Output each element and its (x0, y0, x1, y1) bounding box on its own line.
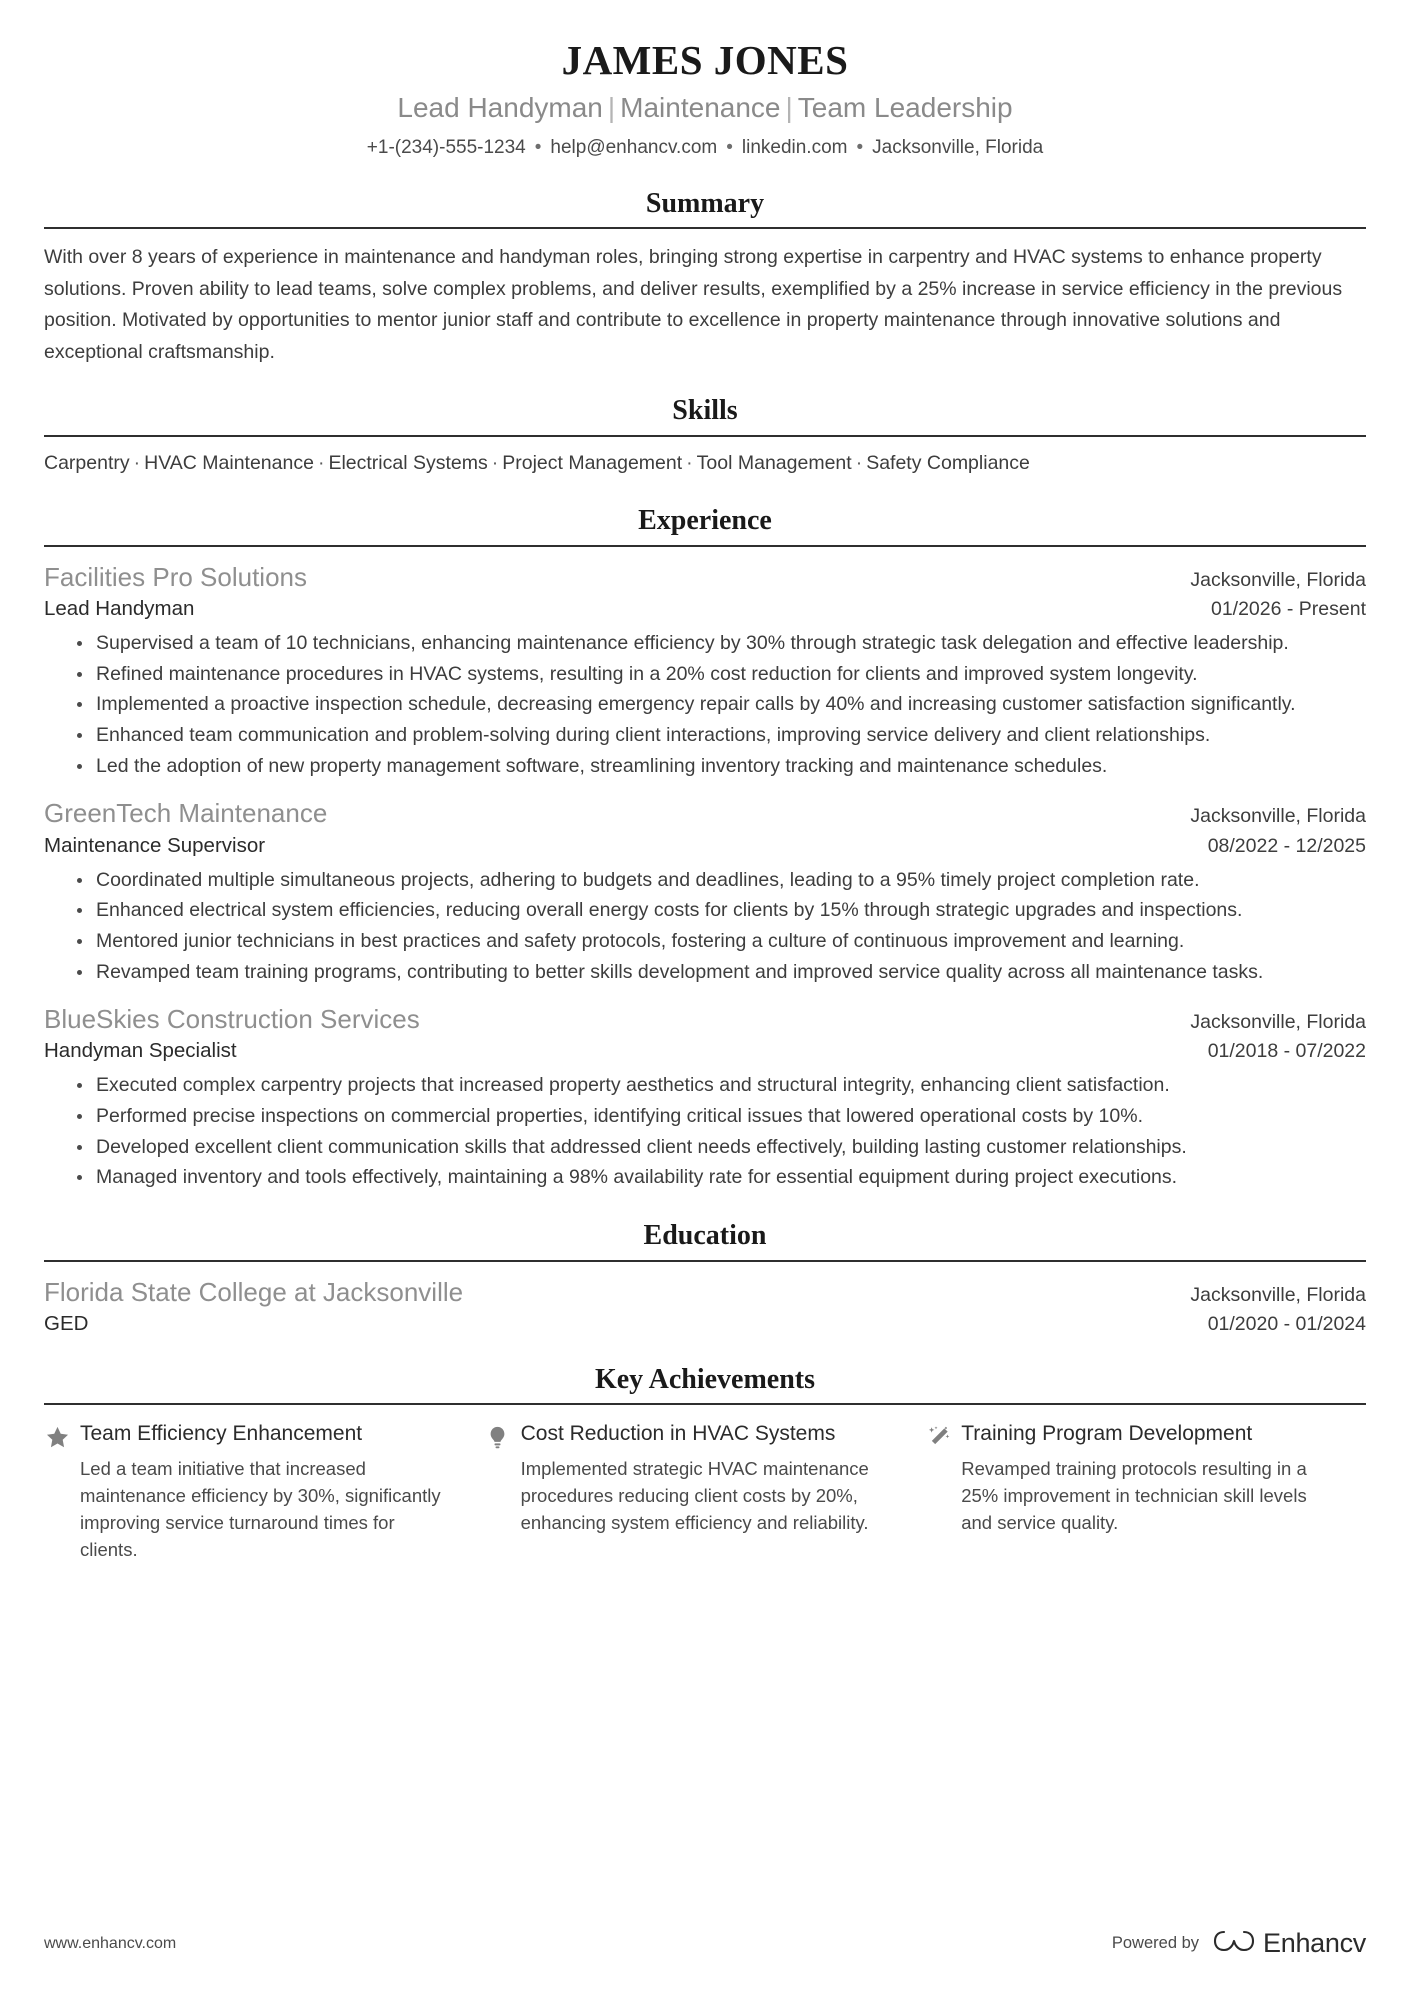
education-degree-row (44, 1310, 1366, 1337)
contact-item[interactable]: linkedin.com (741, 136, 848, 158)
section-education (44, 1219, 1366, 1337)
bullet-item: Coordinated multiple simultaneous projects, adhering to budgets and deadlines, leading to a 95% timely project completion rate. (75, 866, 1366, 896)
experience-entry (44, 561, 1366, 781)
experience-role-row (44, 595, 1366, 622)
bullet-item: Enhanced electrical system efficiencies, reducing overall energy costs for clients by 15% through strategic upgrades and inspections. (75, 896, 1366, 926)
experience-organization: Facilities Pro Solutions (44, 561, 307, 592)
experience-role: Maintenance Supervisor (44, 833, 266, 857)
headline-part: Maintenance (620, 92, 781, 124)
education-entry (44, 1276, 1366, 1337)
section-rule (44, 227, 1366, 229)
experience-role: Handyman Specialist (44, 1039, 237, 1063)
education-location: Jacksonville, Florida (1190, 1283, 1366, 1306)
skill-separator: · (317, 452, 325, 475)
experience-role: Lead Handyman (44, 597, 195, 621)
experience-org-row (44, 797, 1366, 830)
education-degree: GED (44, 1311, 89, 1335)
skill-item: Tool Management (696, 452, 852, 475)
section-title-skills: Skills (672, 395, 738, 427)
section-rule (44, 435, 1366, 437)
section-achievements (44, 1363, 1366, 1564)
skill-separator: · (133, 452, 141, 475)
achievement-header (44, 1421, 449, 1450)
footer-branding (1112, 1928, 1366, 1959)
powered-by-label: Powered by (1111, 1934, 1200, 1952)
contact-separator: • (534, 136, 542, 158)
section-rule (44, 1403, 1366, 1405)
section-experience (44, 504, 1366, 1193)
section-title-achievements: Key Achievements (594, 1363, 816, 1395)
education-institution: Florida State College at Jacksonville (44, 1276, 464, 1307)
experience-org-row (44, 561, 1366, 594)
achievement-cards (44, 1421, 1366, 1563)
experience-bullets (44, 866, 1366, 988)
lightbulb-icon (485, 1424, 511, 1450)
section-rule (44, 545, 1366, 547)
achievement-card (925, 1421, 1366, 1563)
bullet-item: Enhanced team communication and problem-solving during client interactions, improving service delivery and client relationships. (75, 721, 1366, 751)
achievement-description: Led a team initiative that increased maintenance efficiency by 30%, significantly improving service turnaround times for clients. (80, 1458, 441, 1560)
skill-item: HVAC Maintenance (144, 452, 314, 475)
education-dates: 01/2020 - 01/2024 (1207, 1312, 1366, 1335)
experience-entry (44, 797, 1366, 987)
skill-item: Carpentry (44, 452, 130, 475)
achievement-header (925, 1421, 1330, 1450)
achievement-description: Implemented strategic HVAC maintenance procedures reducing client costs by 20%, enhancing system efficiency and reliability. (520, 1458, 869, 1534)
contact-separator: • (856, 136, 864, 158)
headline-separator: | (785, 92, 793, 124)
section-summary (44, 187, 1366, 369)
footer-url[interactable]: www.enhancv.com (44, 1934, 177, 1952)
bullet-item: Performed precise inspections on commercial properties, identifying critical issues that lowered operational costs by 10%. (75, 1102, 1366, 1132)
enhancv-wordmark: Enhancv (1263, 1928, 1366, 1958)
bullet-item: Implemented a proactive inspection schedule, decreasing emergency repair calls by 40% and increasing customer satisfaction significantly. (75, 690, 1366, 720)
resume-header (44, 34, 1366, 161)
skill-item: Project Management (502, 452, 683, 475)
bullet-item: Developed excellent client communication skills that addressed client needs effectively, building lasting customer relationships. (75, 1133, 1366, 1163)
section-title-education: Education (643, 1219, 767, 1251)
experience-bullets (44, 1071, 1366, 1193)
bullet-item: Executed complex carpentry projects that increased property aesthetics and structural integrity, enhancing client satisfaction. (75, 1071, 1366, 1101)
bullet-item: Mentored junior technicians in best practices and safety protocols, fostering a culture of continuous improvement and learning. (75, 927, 1366, 957)
education-entries (44, 1276, 1366, 1337)
contact-line (44, 136, 1366, 161)
experience-location: Jacksonville, Florida (1190, 805, 1366, 828)
experience-bullets (44, 629, 1366, 781)
achievement-card (44, 1421, 485, 1563)
experience-dates: 01/2018 - 07/2022 (1207, 1040, 1366, 1063)
experience-organization: BlueSkies Construction Services (44, 1004, 420, 1035)
achievement-title: Cost Reduction in HVAC Systems (520, 1422, 836, 1446)
headline-part: Team Leadership (797, 92, 1013, 124)
page-footer (44, 1928, 1366, 1959)
achievement-description: Revamped training protocols resulting in a 25% improvement in technician skill levels and service quality. (961, 1458, 1307, 1534)
skill-separator: · (686, 452, 693, 475)
experience-role-row (44, 832, 1366, 859)
skill-item: Electrical Systems (328, 452, 488, 475)
magic-wand-icon (925, 1424, 951, 1450)
star-icon (44, 1424, 70, 1450)
skill-separator: · (491, 452, 499, 475)
candidate-headline (44, 90, 1366, 126)
summary-text: With over 8 years of experience in maintenance and handyman roles, bringing strong expertise in carpentry and HVAC systems to enhance property solutions. Proven ability to lead teams, solve complex problems, and deliver results, exemplified by a 25% increase in service efficiency in the previous position. Motivated by opportunities to mentor junior staff and contribute to excellence in property maintenance through innovative solutions and exceptional craftsmanship. (44, 246, 1343, 363)
experience-entries (44, 561, 1366, 1193)
bullet-item: Refined maintenance procedures in HVAC systems, resulting in a 20% cost reduction for clients and improved system longevity. (75, 660, 1366, 690)
experience-dates: 01/2026 - Present (1210, 598, 1366, 621)
skill-item: Safety Compliance (866, 452, 1030, 475)
section-rule (44, 1260, 1366, 1262)
bullet-item: Supervised a team of 10 technicians, enhancing maintenance efficiency by 30% through strategic task delegation and effective leadership. (75, 629, 1366, 659)
education-org-row (44, 1276, 1366, 1309)
achievement-title: Team Efficiency Enhancement (80, 1422, 363, 1446)
contact-separator: • (726, 136, 733, 158)
skill-separator: · (855, 452, 863, 475)
experience-org-row (44, 1003, 1366, 1036)
achievement-title: Training Program Development (961, 1422, 1253, 1446)
bullet-item: Revamped team training programs, contributing to better skills development and improved service quality across all maintenance tasks. (75, 958, 1366, 988)
section-title-experience: Experience (638, 505, 772, 537)
bullet-item: Managed inventory and tools effectively, maintaining a 98% availability rate for essential equipment during project executions. (75, 1163, 1366, 1193)
experience-dates: 08/2022 - 12/2025 (1207, 834, 1366, 857)
experience-role-row (44, 1037, 1366, 1064)
experience-entry (44, 1003, 1366, 1193)
enhancv-logo (1213, 1928, 1366, 1959)
contact-item[interactable]: help@enhancv.com (550, 136, 718, 158)
headline-separator: | (607, 92, 616, 124)
section-skills (44, 394, 1366, 478)
contact-item[interactable]: Jacksonville, Florida (872, 136, 1044, 158)
experience-location: Jacksonville, Florida (1190, 1011, 1366, 1034)
headline-part: Lead Handyman (397, 92, 603, 124)
experience-organization: GreenTech Maintenance (44, 798, 328, 829)
achievement-header (485, 1421, 890, 1450)
achievement-card (485, 1421, 926, 1563)
experience-location: Jacksonville, Florida (1190, 568, 1366, 591)
contact-item[interactable]: +1-(234)-555-1234 (366, 136, 526, 158)
section-title-summary: Summary (645, 187, 765, 219)
bullet-item: Led the adoption of new property management software, streamlining inventory tracking and maintenance schedules. (75, 752, 1366, 782)
enhancv-mark-icon (1213, 1928, 1255, 1959)
skills-list (44, 449, 1366, 478)
candidate-name: JAMES JONES (561, 37, 849, 83)
